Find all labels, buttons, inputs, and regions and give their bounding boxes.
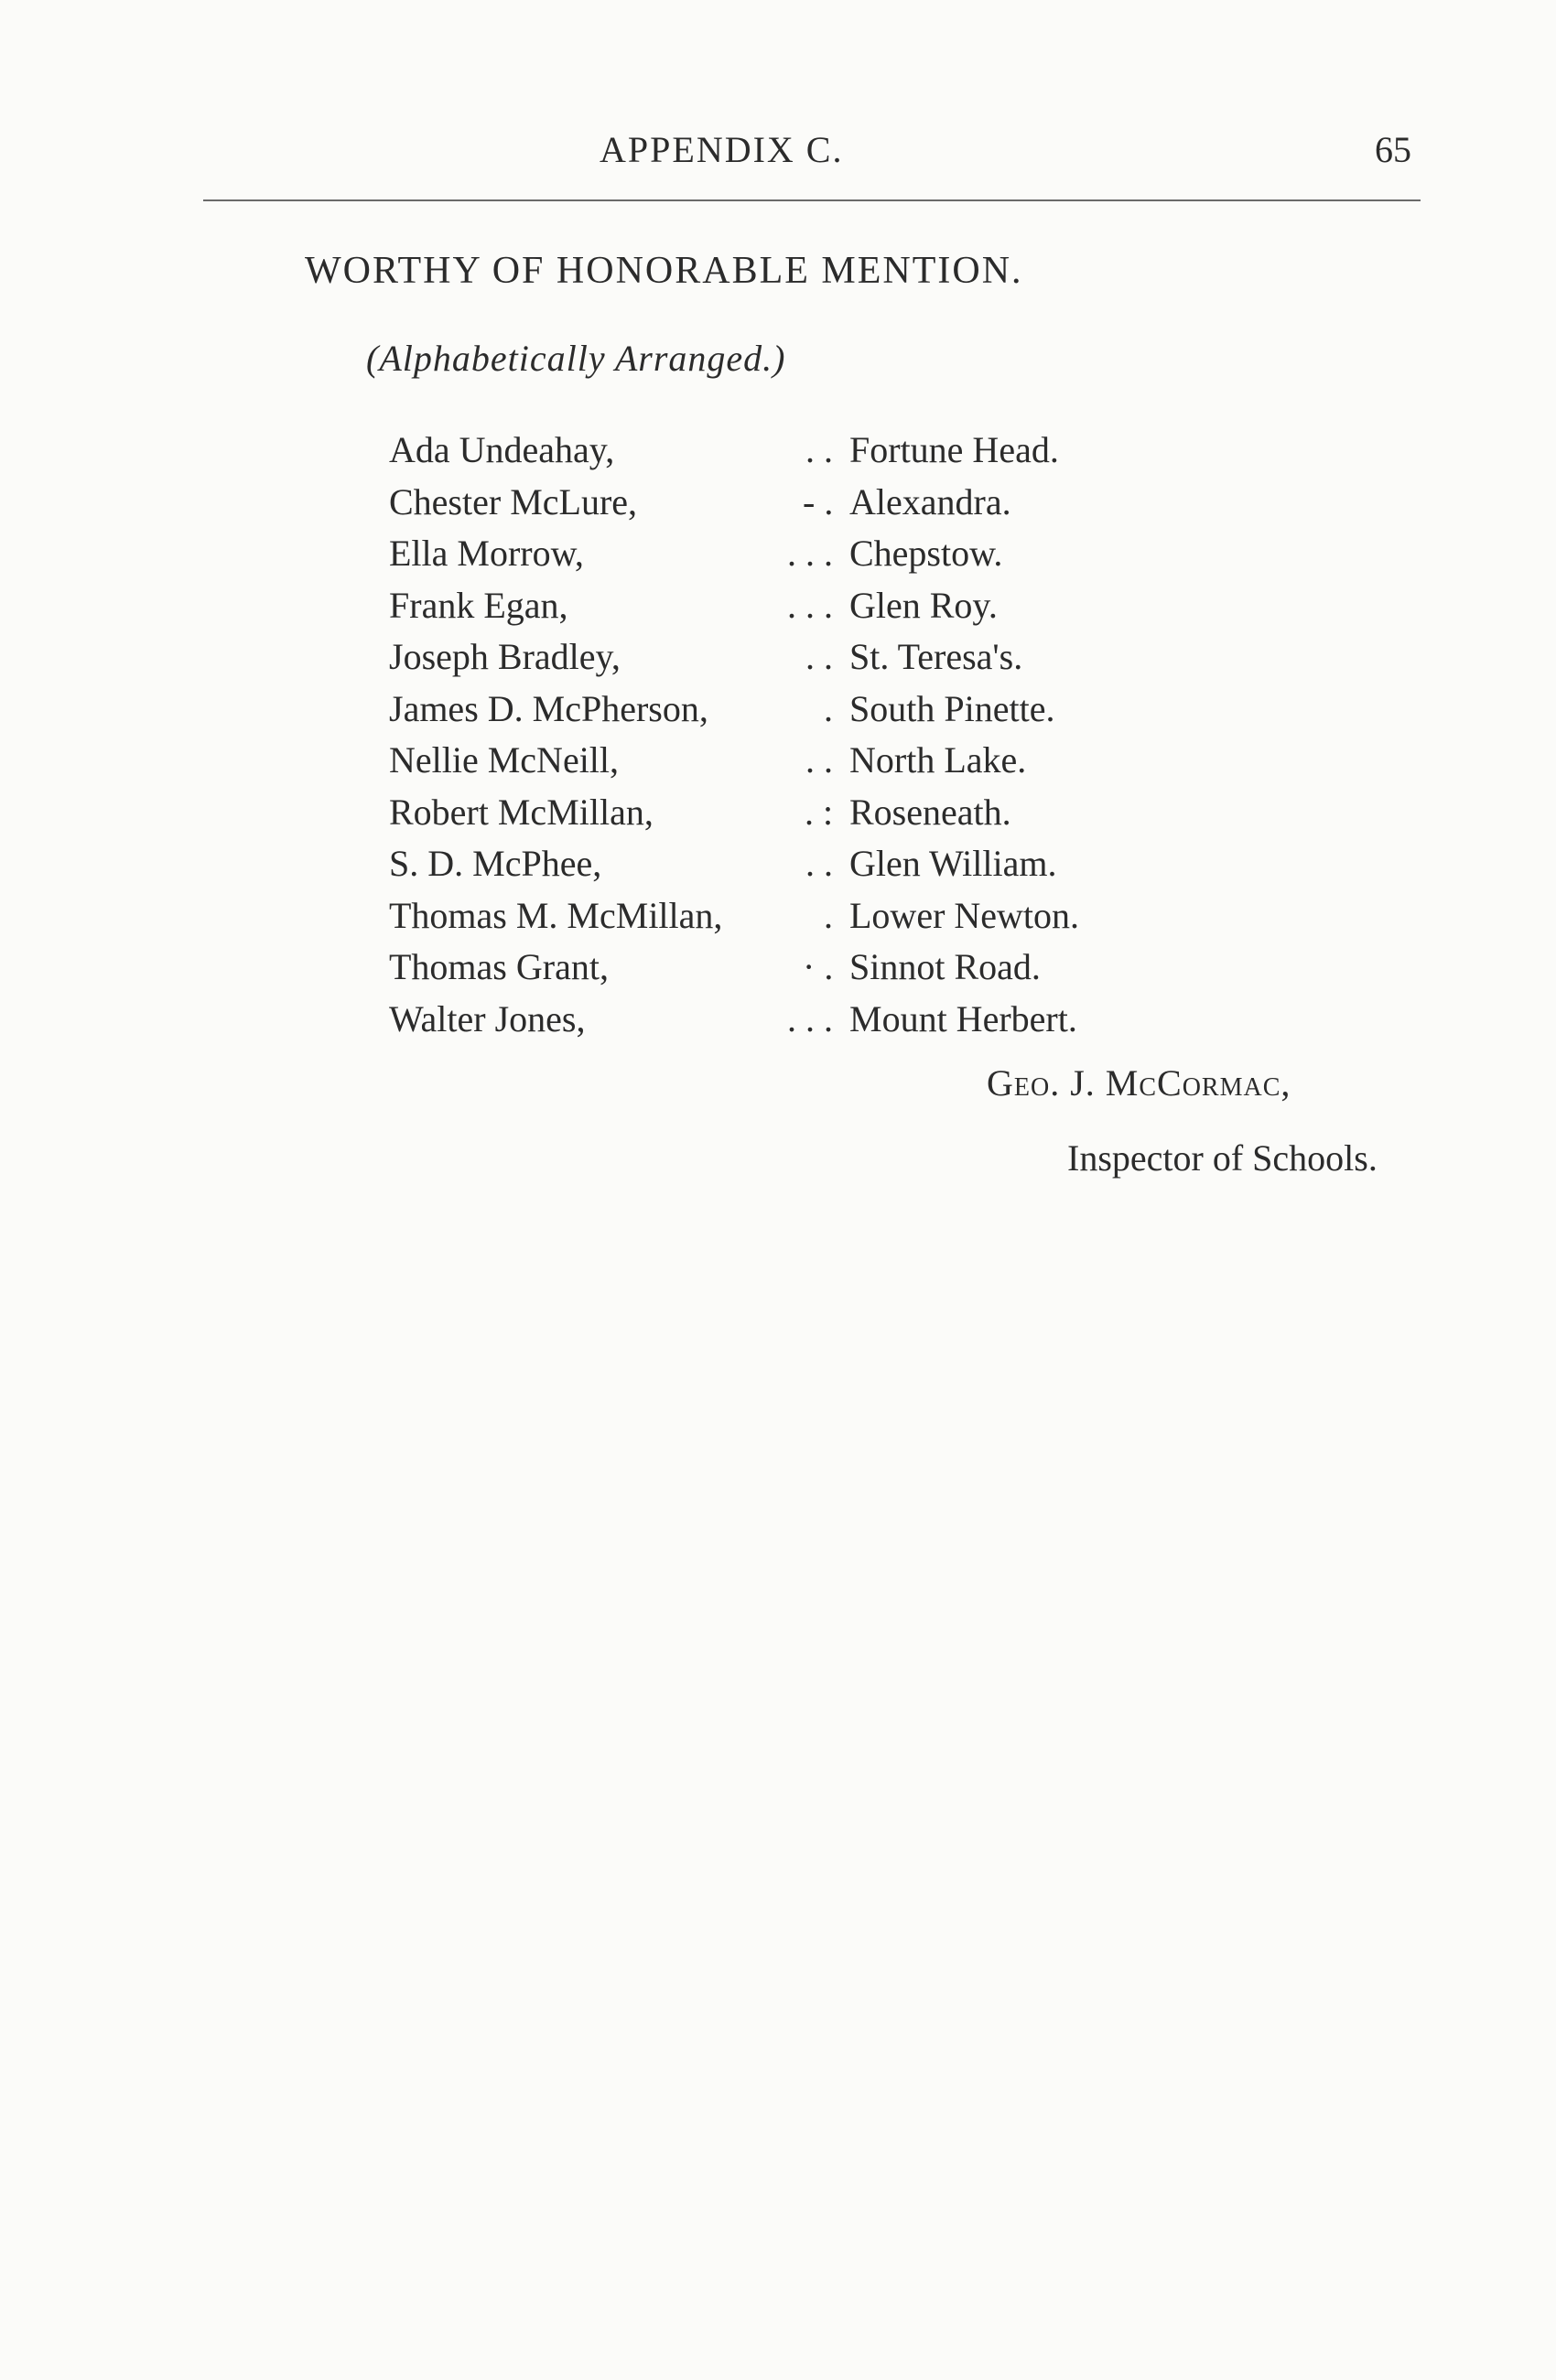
honoree-place: St. Teresa's. (849, 636, 1023, 677)
honoree-name: Walter Jones, (389, 997, 586, 1039)
leader-dots: . : (805, 791, 834, 833)
leader-dots: - . (803, 480, 834, 522)
list-item (389, 842, 1213, 894)
honoree-name: Joseph Bradley, (389, 636, 621, 677)
list-item (389, 997, 1213, 1050)
leader-dots: . . (805, 739, 833, 781)
honoree-place: Lower Newton. (849, 894, 1080, 936)
leader-dots: . (824, 687, 833, 729)
honoree-name: Chester McLure, (389, 480, 638, 522)
running-title: APPENDIX C. (600, 129, 844, 170)
honoree-name: Thomas Grant, (389, 946, 609, 987)
list-item (389, 635, 1213, 687)
list-item (389, 584, 1213, 636)
honoree-place: Mount Herbert. (849, 997, 1077, 1039)
honor-list (389, 428, 1213, 1049)
honoree-place: Glen Roy. (849, 584, 998, 626)
honoree-name: Ada Undeahay, (389, 429, 615, 470)
leader-dots: . . (805, 843, 833, 884)
honoree-place: Sinnot Road. (849, 946, 1041, 987)
list-item (389, 687, 1213, 739)
leader-dots: . . . (787, 997, 833, 1039)
honoree-place: South Pinette. (849, 687, 1055, 729)
signer-title: Inspector of Schools. (1067, 1137, 1378, 1179)
list-item (389, 480, 1213, 533)
leader-dots: . . (805, 636, 833, 677)
honoree-name: Nellie McNeill, (389, 739, 620, 781)
honoree-place: Glen William. (849, 843, 1057, 884)
honoree-place: North Lake. (849, 739, 1027, 781)
leader-dots: . . (805, 429, 833, 470)
list-item (389, 532, 1213, 584)
honoree-name: Ella Morrow, (389, 533, 584, 574)
list-item (389, 791, 1213, 843)
section-heading: WORTHY OF HONORABLE MENTION. (305, 250, 1023, 292)
leader-dots: · . (803, 946, 834, 987)
honoree-place: Fortune Head. (849, 429, 1059, 470)
page-number: 65 (1375, 129, 1411, 170)
leader-dots: . . . (787, 584, 833, 626)
honoree-place: Alexandra. (849, 480, 1011, 522)
header-rule (203, 199, 1421, 201)
honoree-place: Roseneath. (849, 791, 1011, 833)
list-item (389, 428, 1213, 480)
honoree-name: Robert McMillan, (389, 791, 654, 833)
leader-dots: . (824, 894, 833, 936)
honoree-place: Chepstow. (849, 533, 1003, 574)
running-head (0, 128, 1556, 174)
list-item (389, 894, 1213, 946)
list-item (389, 738, 1213, 791)
leader-dots: . . . (787, 533, 833, 574)
honoree-name: Thomas M. McMillan, (389, 894, 723, 936)
honoree-name: James D. McPherson, (389, 687, 708, 729)
honoree-name: Frank Egan, (389, 584, 568, 626)
list-item (389, 945, 1213, 997)
section-subheading: (Alphabetically Arranged.) (366, 338, 786, 379)
honoree-name: S. D. McPhee, (389, 843, 602, 884)
signer-name: Geo. J. McCormac, (987, 1062, 1291, 1104)
